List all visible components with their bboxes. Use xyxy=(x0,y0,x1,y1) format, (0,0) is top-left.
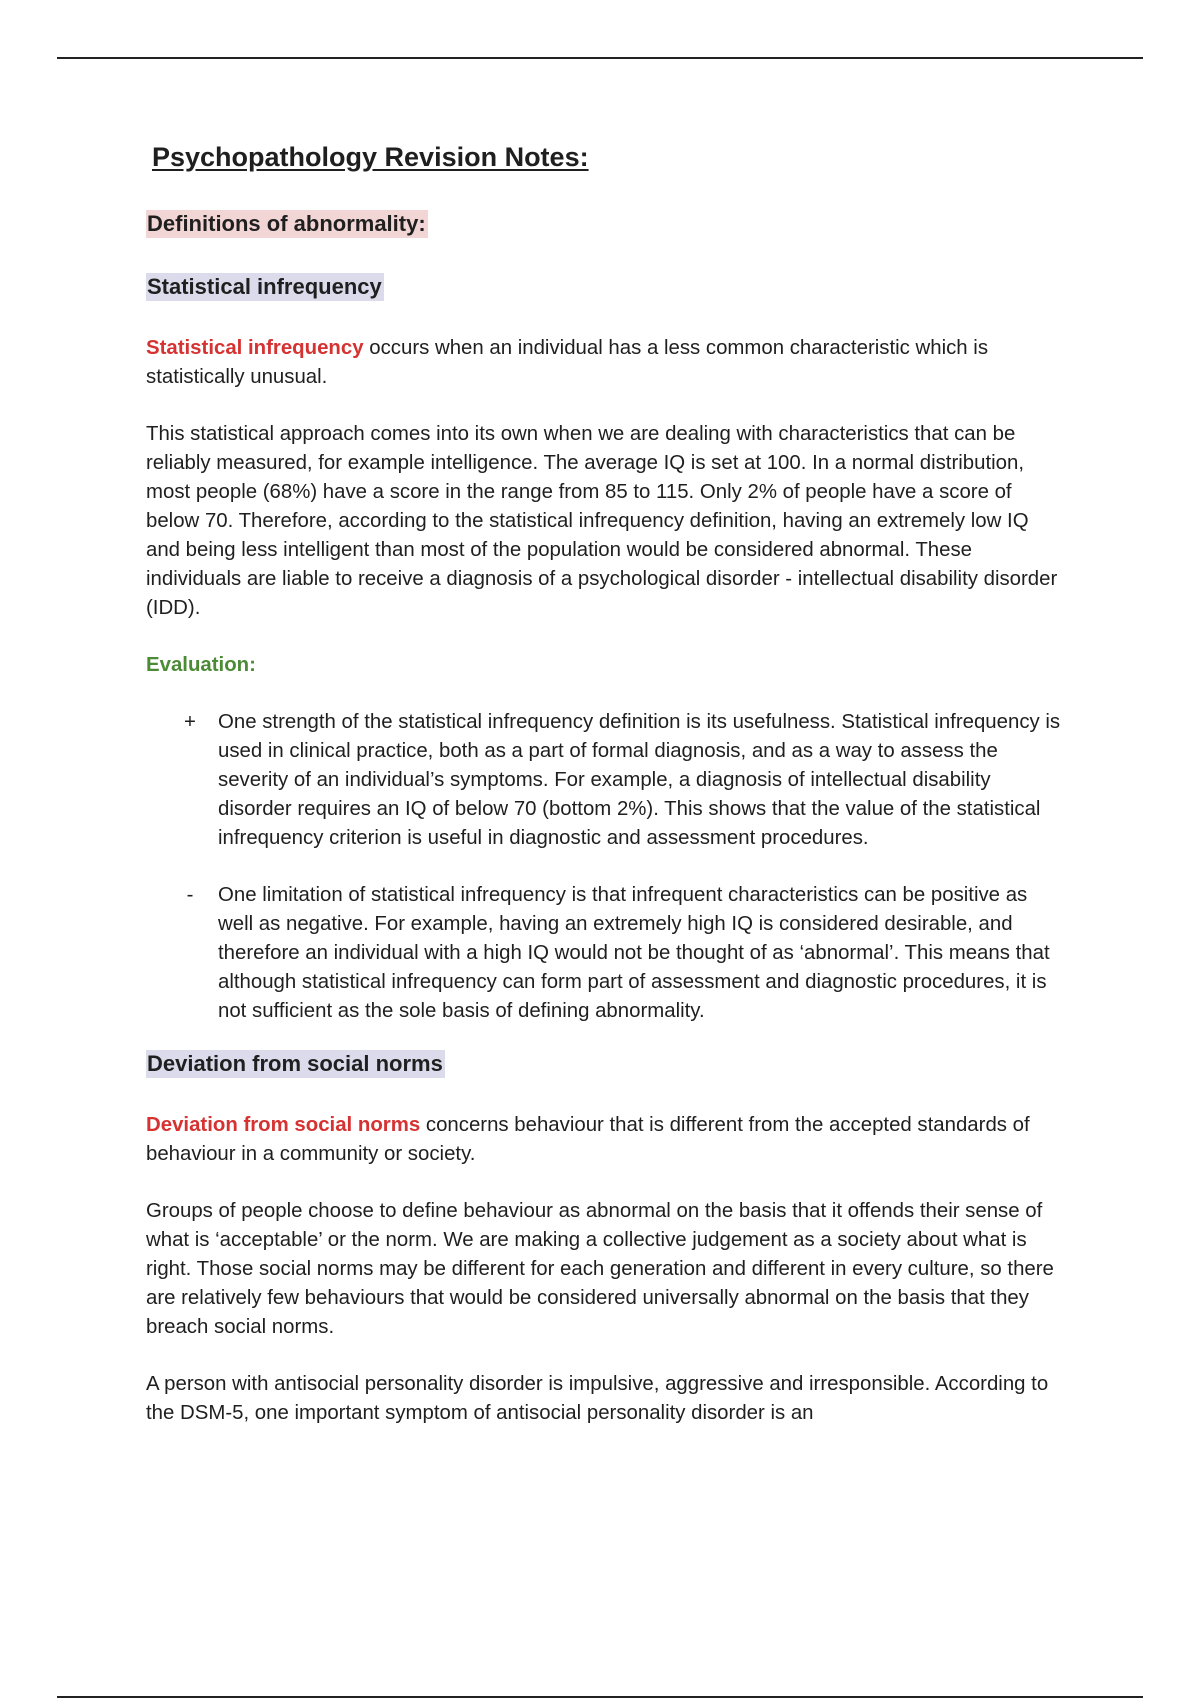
evaluation-point-text: One strength of the statistical infrequency definition is its usefulness. Statistical infrequency is used in clinical practice, both as a part of formal diagnosis, and as a way to assess the severity of an individual’s symptoms. For example, a diagnosis of intellectual disability disorder requires an IQ of below 70 (bottom 2%). This shows that the value of the statistical infrequency criterion is useful in diagnostic and assessment procedures. xyxy=(218,711,1061,849)
social-norms-paragraph-2: A person with antisocial personality disorder is impulsive, aggressive and irresponsible. According to the DSM-5, one important symptom of antisocial personality disorder is an xyxy=(146,1373,1049,1424)
header-rule xyxy=(57,57,1143,59)
section-heading-definitions xyxy=(146,210,1066,238)
evaluation-point-text: One limitation of statistical infrequency is that infrequent characteristics can be positive as well as negative. For example, having an extremely high IQ is considered desirable, and therefore an individual with a high IQ would not be thought of as ‘abnormal’. This means that although statistical infrequency can form part of assessment and diagnostic procedures, it is not sufficient as the sole basis of defining abnormality. xyxy=(218,884,1050,1022)
social-norms-term: Deviation from social norms xyxy=(146,1114,421,1136)
statistical-definition xyxy=(146,334,1066,392)
statistical-paragraph: This statistical approach comes into its own when we are dealing with characteristics that can be reliably measured, for example intelligence. The average IQ is set at 100. In a normal distribution, most people (68%) have a score in the range from 85 to 115. Only 2% of people have a score of below 70. Therefore, according to the statistical infrequency definition, having an extremely low IQ and being less intelligent than most of the population would be considered abnormal. These individuals are liable to receive a diagnosis of a psychological disorder - intellectual disability disorder (IDD). xyxy=(146,423,1058,619)
subsection-heading-social-norms xyxy=(146,1050,1066,1078)
plus-marker: + xyxy=(184,711,196,733)
evaluation-label: Evaluation: xyxy=(146,654,256,676)
statistical-definition-text: occurs when an individual has a less common characteristic which is statistically unusual. xyxy=(146,337,989,388)
subsection-heading-text: Statistical infrequency xyxy=(147,274,382,299)
section-heading-text: Definitions of abnormality: xyxy=(147,211,426,236)
social-norms-definition xyxy=(146,1111,1066,1169)
subsection-heading-text: Deviation from social norms xyxy=(147,1051,443,1076)
subsection-heading-statistical xyxy=(146,273,1066,301)
social-norms-paragraph-1: Groups of people choose to define behaviour as abnormal on the basis that it offends their sense of what is ‘acceptable’ or the norm. We are making a collective judgement as a society about what is right. Those social norms may be different for each generation and different in every culture, so there are relatively few behaviours that would be considered universally abnormal on the basis that they breach social norms. xyxy=(146,1200,1054,1338)
document-title: Psychopathology Revision Notes: xyxy=(152,142,589,172)
statistical-term: Statistical infrequency xyxy=(146,337,364,359)
evaluation-point-limitation xyxy=(146,881,1066,1026)
evaluation-point-strength xyxy=(146,708,1066,853)
social-norms-definition-text: concerns behaviour that is different from the accepted standards of behaviour in a community or society. xyxy=(146,1114,1030,1165)
evaluation-list xyxy=(146,708,1066,1026)
minus-marker: - xyxy=(186,884,194,906)
footer-rule xyxy=(57,1696,1143,1698)
document-page xyxy=(146,140,1066,1456)
